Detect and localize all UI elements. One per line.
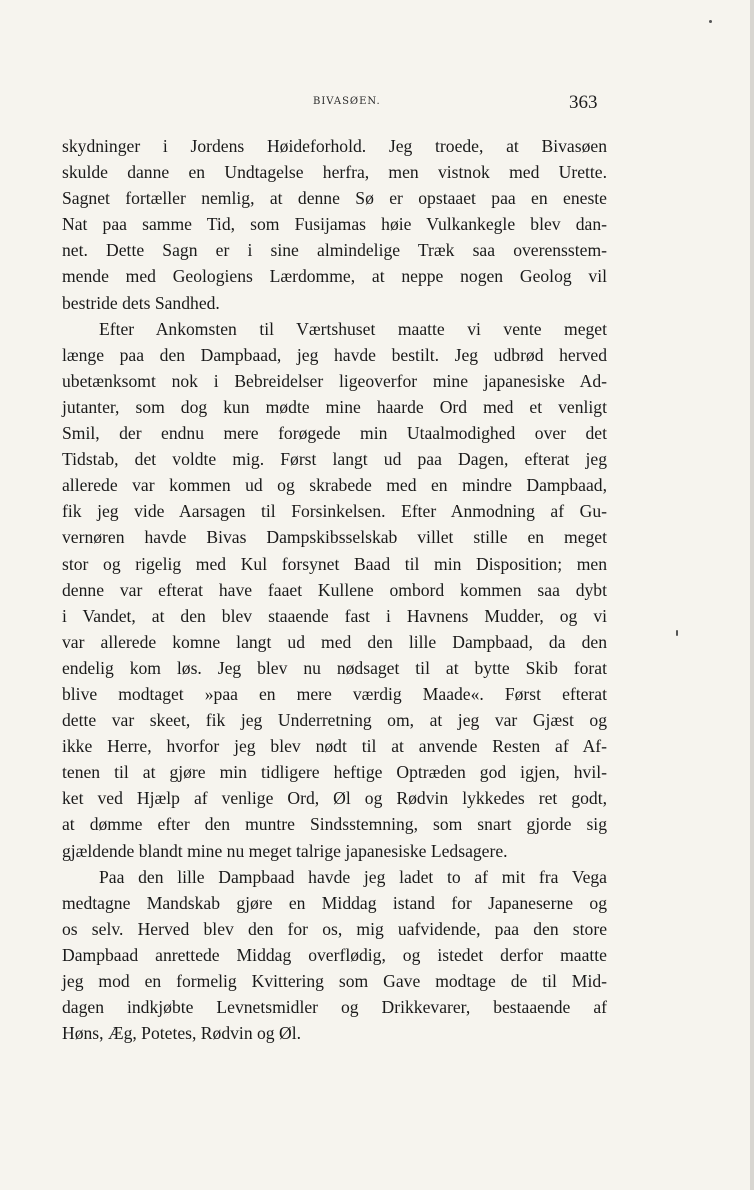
- text-line: dagen indkjøbte Levnetsmidler og Drikkevarer, bestaaende af: [62, 997, 607, 1018]
- text-line: Efter Ankomsten til Værtshuset maatte vi vente meget: [99, 318, 607, 339]
- text-line: os selv. Herved blev den for os, mig uafvidende, paa den store: [62, 918, 607, 939]
- text-line: net. Dette Sagn er i sine almindelige Træk saa overensstem-: [62, 240, 607, 261]
- text-line: Dampbaad anrettede Middag overflødig, og istedet derfor maatte: [62, 944, 607, 965]
- body-text: [62, 133, 607, 1046]
- paragraph-1: [62, 133, 607, 316]
- text-line: Paa den lille Dampbaad havde jeg ladet to af mit fra Vega: [99, 866, 607, 887]
- paper-speck: [676, 630, 678, 636]
- text-line: endelig kom løs. Jeg blev nu nødsaget til at bytte Skib forat: [62, 657, 607, 678]
- text-line: ubetænksomt nok i Bebreidelser ligeoverfor mine japanesiske Ad-: [62, 370, 607, 391]
- text-line: medtagne Mandskab gjøre en Middag istand for Japaneserne og: [62, 892, 607, 913]
- text-line: Tidstab, det voldte mig. Først langt ud paa Dagen, efterat jeg: [62, 449, 607, 470]
- paper-speck: [709, 20, 712, 23]
- text-line: Høns, Æg, Potetes, Rødvin og Øl.: [62, 1023, 301, 1044]
- text-line: tenen til at gjøre min tidligere heftige Optræden god igjen, hvil-: [62, 762, 607, 783]
- paragraph-3: [62, 864, 607, 1047]
- text-line: skydninger i Jordens Høideforhold. Jeg troede, at Bivasøen: [62, 136, 607, 156]
- text-line: ket ved Hjælp af venlige Ord, Øl og Rødvin lykkedes ret godt,: [62, 788, 607, 809]
- text-line: længe paa den Dampbaad, jeg havde bestilt. Jeg udbrød herved: [62, 344, 607, 365]
- paragraph-2: [62, 316, 607, 864]
- text-line: fik jeg vide Aarsagen til Forsinkelsen. Efter Anmodning af Gu-: [62, 501, 607, 522]
- text-line: at dømme efter den muntre Sindsstemning, som snart gjorde sig: [62, 814, 607, 835]
- text-line: ikke Herre, hvorfor jeg blev nødt til at anvende Resten af Af-: [62, 736, 607, 757]
- text-line: skulde danne en Undtagelse herfra, men vistnok med Urette.: [62, 162, 607, 183]
- text-line: denne var efterat have faaet Kullene ombord kommen saa dybt: [62, 579, 607, 600]
- page-number: 363: [569, 92, 598, 113]
- text-line: blive modtaget »paa en mere værdig Maade«. Først efterat: [62, 683, 607, 704]
- running-title: BIVASØEN.: [313, 96, 381, 107]
- text-line: vernøren havde Bivas Dampskibsselskab villet stille en meget: [62, 527, 607, 548]
- text-line: i Vandet, at den blev staaende fast i Havnens Mudder, og vi: [62, 605, 607, 626]
- text-line: bestride dets Sandhed.: [62, 292, 220, 313]
- page-header: [0, 92, 750, 122]
- text-line: allerede var kommen ud og skrabede med en mindre Dampbaad,: [62, 475, 607, 496]
- text-line: gjældende blandt mine nu meget talrige japanesiske Ledsagere.: [62, 840, 508, 861]
- text-line: mende med Geologiens Lærdomme, at neppe nogen Geolog vil: [62, 266, 607, 287]
- text-line: Smil, der endnu mere forøgede min Utaalmodighed over det: [62, 423, 607, 444]
- text-line: stor og rigelig med Kul forsynet Baad til min Disposition; men: [62, 553, 607, 574]
- text-line: Sagnet fortæller nemlig, at denne Sø er opstaaet paa en eneste: [62, 188, 607, 209]
- text-line: var allerede komne langt ud med den lille Dampbaad, da den: [62, 631, 607, 652]
- text-line: dette var skeet, fik jeg Underretning om, at jeg var Gjæst og: [62, 710, 607, 731]
- text-line: jeg mod en formelig Kvittering som Gave modtage de til Mid-: [62, 971, 607, 991]
- text-line: jutanter, som dog kun mødte mine haarde Ord med et venligt: [62, 396, 607, 417]
- text-line: Nat paa samme Tid, som Fusijamas høie Vulkankegle blev dan-: [62, 214, 607, 235]
